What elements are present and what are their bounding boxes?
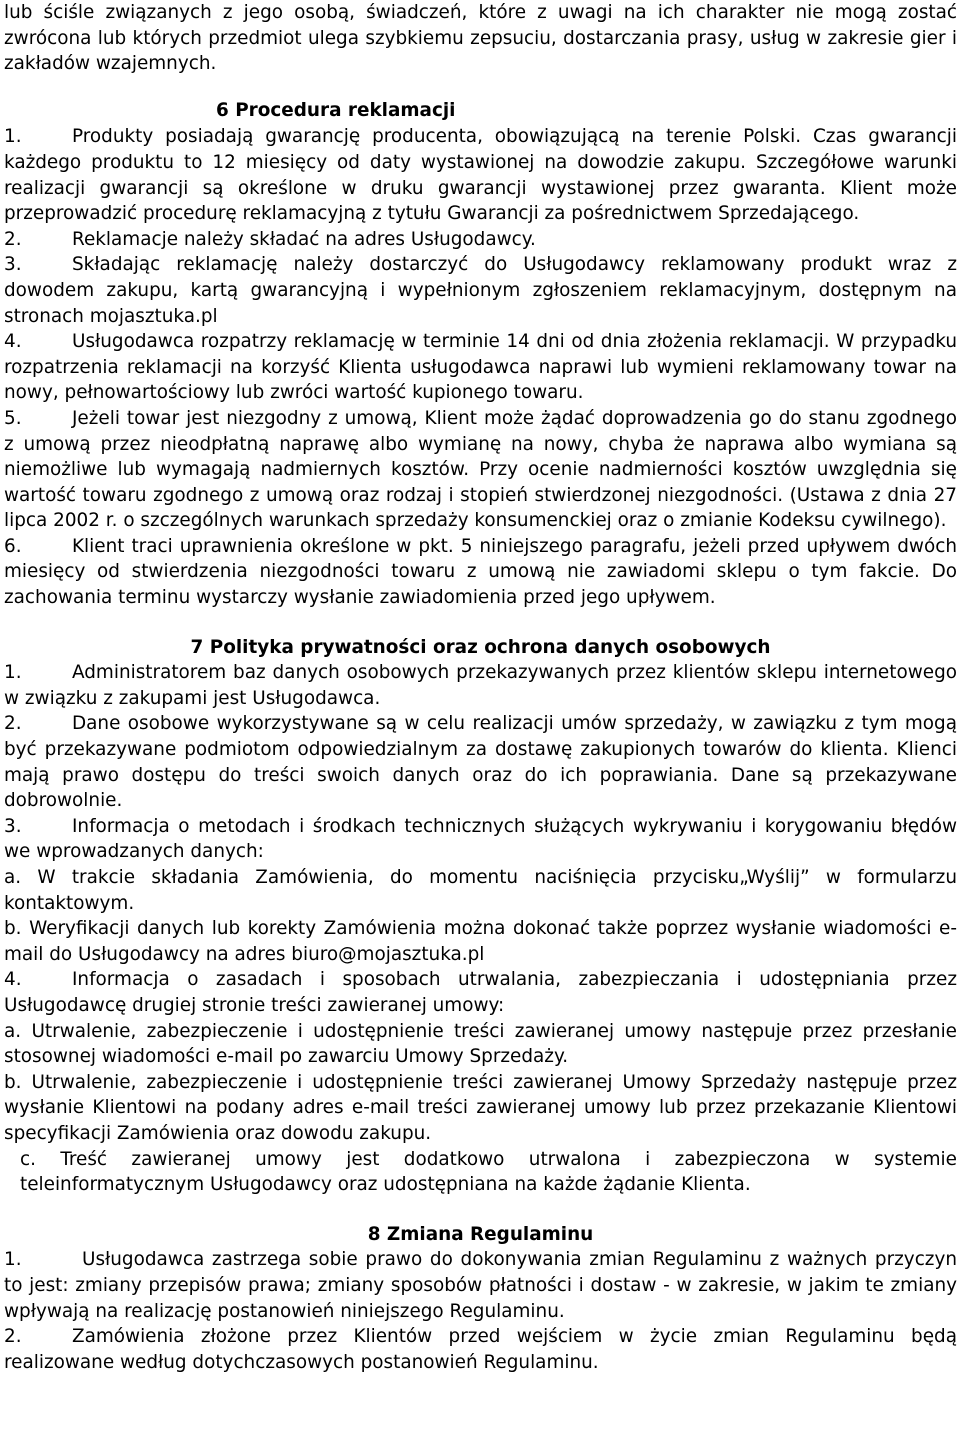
item-text: Informacja o zasadach i sposobach utrwalania, zabezpieczania i udostępniania przez Usługodawcę drugiej stronie treści zawieranej umowy:	[4, 969, 957, 1016]
section-7-subitem	[4, 1019, 957, 1070]
section-6-item	[4, 227, 957, 253]
item-letter: a.	[4, 1020, 22, 1042]
section-7-item	[4, 660, 957, 711]
item-number: 1.	[4, 662, 22, 684]
section-7-title: 7 Polityka prywatności oraz ochrona danych osobowych	[190, 636, 771, 658]
item-number: 1.	[4, 126, 22, 148]
item-number: 2.	[4, 713, 22, 735]
section-7-item	[4, 711, 957, 813]
item-number: 4.	[4, 969, 22, 991]
item-text: Utrwalenie, zabezpieczenie i udostępnienie treści zawieranej Umowy Sprzedaży następuje przez wysłanie Klientowi na podany adres e-mail treści zawieranej umowy lub przez przekazanie Klientowi specyfikacji Zamówienia oraz dowodu zakupu.	[4, 1071, 957, 1144]
section-6-item	[4, 534, 957, 611]
section-7-subitem	[4, 916, 957, 967]
item-text: Weryfikacji danych lub korekty Zamówienia można dokonać także poprzez wysłanie wiadomości e-mail do Usługodawcy na adres biuro@mojasztuka.pl	[4, 918, 957, 965]
section-6-heading	[4, 98, 957, 124]
section-7-subitem	[4, 1147, 957, 1198]
item-number: 4.	[4, 331, 22, 353]
item-text: Usługodawca rozpatrzy reklamację w terminie 14 dni od dnia złożenia reklamacji. W przypadku rozpatrzenia reklamacji na korzyść Klienta usługodawca naprawi lub wymieni reklamowany towar na nowy, pełnowartościowy lub zwróci wartość kupionego towaru.	[4, 331, 957, 404]
item-text: Dane osobowe wykorzystywane są w celu realizacji umów sprzedaży, w zawiązku z tym mogą być przekazywane podmiotom odpowiedzialnym za dostawę zakupionych towarów do klienta. Klienci mają prawo dostępu do treści swoich danych oraz do ich poprawiania. Dane są przekazywane dobrowolnie.	[4, 713, 957, 812]
section-6-item	[4, 406, 957, 534]
item-text: Składając reklamację należy dostarczyć do Usługodawcy reklamowany produkt wraz z dowodem zakupu, kartą gwarancyjną i wypełnionym zgłoszeniem reklamacyjnym, dostępnym na stronach mojasztuka.pl	[4, 254, 957, 327]
item-text: Klient traci uprawnienia określone w pkt. 5 niniejszego paragrafu, jeżeli przed upływem dwóch miesięcy od stwierdzenia niezgodności towaru z umową nie zawiadomi sklepu o tym fakcie. Do zachowania terminu wystarczy wysłanie zawiadomienia przed jego upływem.	[4, 535, 957, 609]
item-number: 5.	[4, 407, 22, 429]
section-7-heading	[4, 635, 957, 661]
section-7-subitem	[4, 865, 957, 916]
section-7-item	[4, 967, 957, 1018]
section-6-item	[4, 329, 957, 406]
section-6-title: 6 Procedura reklamacji	[216, 99, 456, 121]
section-8-item	[4, 1324, 957, 1375]
item-number: 3.	[4, 815, 22, 837]
item-text: Treść zawieranej umowy jest dodatkowo utrwalona i zabezpieczona w systemie teleinformatycznym Usługodawcy oraz udostępniana na każde żądanie Klienta.	[20, 1148, 957, 1196]
item-text: Jeżeli towar jest niezgodny z umową, Klient może żądać doprowadzenia go do stanu zgodnego z umową przez nieodpłatną naprawę albo wymianę na nowy, chyba że naprawa albo wymiana są niemożliwe lub wymagają nadmiernych kosztów. Przy ocenie nadmierności kosztów uwzględnia się wartość towaru zgodnego z umową oraz rodzaj i stopień stwierdzonej niezgodności. (Ustawa z dnia 27 lipca 2002 r. o szczególnych warunkach sprzedaży konsumenckiej oraz o zmianie Kodeksu cywilnego).	[4, 407, 957, 532]
section-6-item	[4, 252, 957, 329]
item-letter: b.	[4, 918, 22, 940]
item-text: Administratorem baz danych osobowych przekazywanych przez klientów sklepu internetowego w związku z zakupami jest Usługodawca.	[4, 662, 957, 709]
item-text: W trakcie składania Zamówienia, do momentu naciśnięcia przycisku„Wyślij” w formularzu kontaktowym.	[4, 867, 957, 914]
item-text: Reklamacje należy składać na adres Usługodawcy.	[72, 228, 536, 250]
section-8-heading	[4, 1222, 957, 1248]
section-7-subitem	[4, 1070, 957, 1147]
item-number: 2.	[4, 228, 22, 250]
item-text: Informacja o metodach i środkach technicznych służących wykrywaniu i korygowaniu błędów we wprowadzanych danych:	[4, 815, 957, 863]
section-7-item	[4, 814, 957, 865]
intro-paragraph: lub ściśle związanych z jego osobą, świadczeń, które z uwagi na ich charakter nie mogą zostać zwrócona lub których przedmiot ulega szybkiemu zepsuciu, dostarczania prasy, usług w zakresie gier i zakładów wzajemnych.	[4, 2, 957, 75]
item-number: 2.	[4, 1326, 22, 1348]
item-number: 6.	[4, 535, 22, 557]
item-text: Zamówienia złożone przez Klientów przed wejściem w życie zmian Regulaminu będą realizowane według dotychczasowych postanowień Regulaminu.	[4, 1326, 957, 1373]
item-text: Produkty posiadają gwarancję producenta, obowiązującą na terenie Polski. Czas gwarancji każdego produktu to 12 miesięcy od daty wystawionej na dowodzie zakupu. Szczegółowe warunki realizacji gwarancji są określone w druku gwarancji wystawionej przez gwaranta. Klient może przeprowadzić procedurę reklamacyjną z tytułu Gwarancji za pośrednictwem Sprzedającego.	[4, 126, 957, 225]
item-number: 1.	[4, 1249, 22, 1271]
section-8-item	[4, 1247, 957, 1324]
item-text: Usługodawca zastrzega sobie prawo do dokonywania zmian Regulaminu z ważnych przyczyn to jest: zmiany przepisów prawa; zmiany sposobów płatności i dostaw - w zakresie, w jakim te zmiany wpływają na realizację postanowień niniejszego Regulaminu.	[4, 1249, 957, 1322]
item-letter: a.	[4, 867, 22, 888]
item-text: Utrwalenie, zabezpieczenie i udostępnienie treści zawieranej umowy następuje przez przesłanie stosownej wiadomości e-mail po zawarciu Umowy Sprzedaży.	[4, 1020, 957, 1068]
section-8-title: 8 Zmiana Regulaminu	[367, 1223, 594, 1245]
item-number: 3.	[4, 254, 22, 276]
item-letter: b.	[4, 1071, 22, 1093]
section-6-item	[4, 124, 957, 226]
item-letter: c.	[20, 1148, 36, 1170]
